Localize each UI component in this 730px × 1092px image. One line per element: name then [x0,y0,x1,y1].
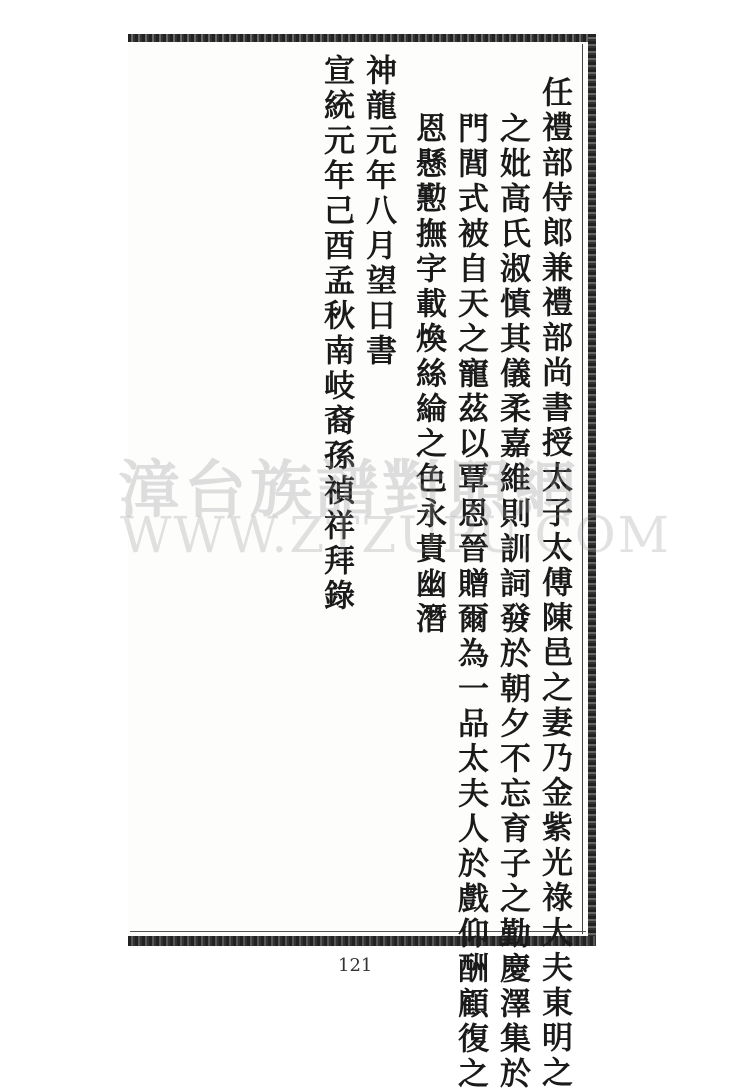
text-column-3: 門閭式被自天之寵茲以覃恩晉贈爾為一品太夫人於戲仰酬顧復之 [452,112,488,1092]
watermark-text: 漳台族譜對照網 [118,453,581,526]
text-column-5: 神龍元年八月望日書 [360,54,396,369]
text-column-6: 宣統元年己酉孟秋南岐裔孫禎祥拜錄 [318,54,354,614]
watermark-url: WWW.ZTZUPU.COM [120,506,671,564]
page-number: 121 [338,955,373,976]
page-border-top [128,34,596,42]
text-column-4: 恩懸懃撫字載煥絲綸之色永貴幽潛 [410,112,446,637]
text-column-2: 之妣高氏淑慎其儀柔嘉維則訓詞發於朝夕不忘育子之勤慶澤集於 [494,112,530,1092]
text-column-1: 任禮部侍郎兼禮部尚書授太子太傅陳邑之妻乃金紫光祿大夫東明之 [536,76,572,1091]
